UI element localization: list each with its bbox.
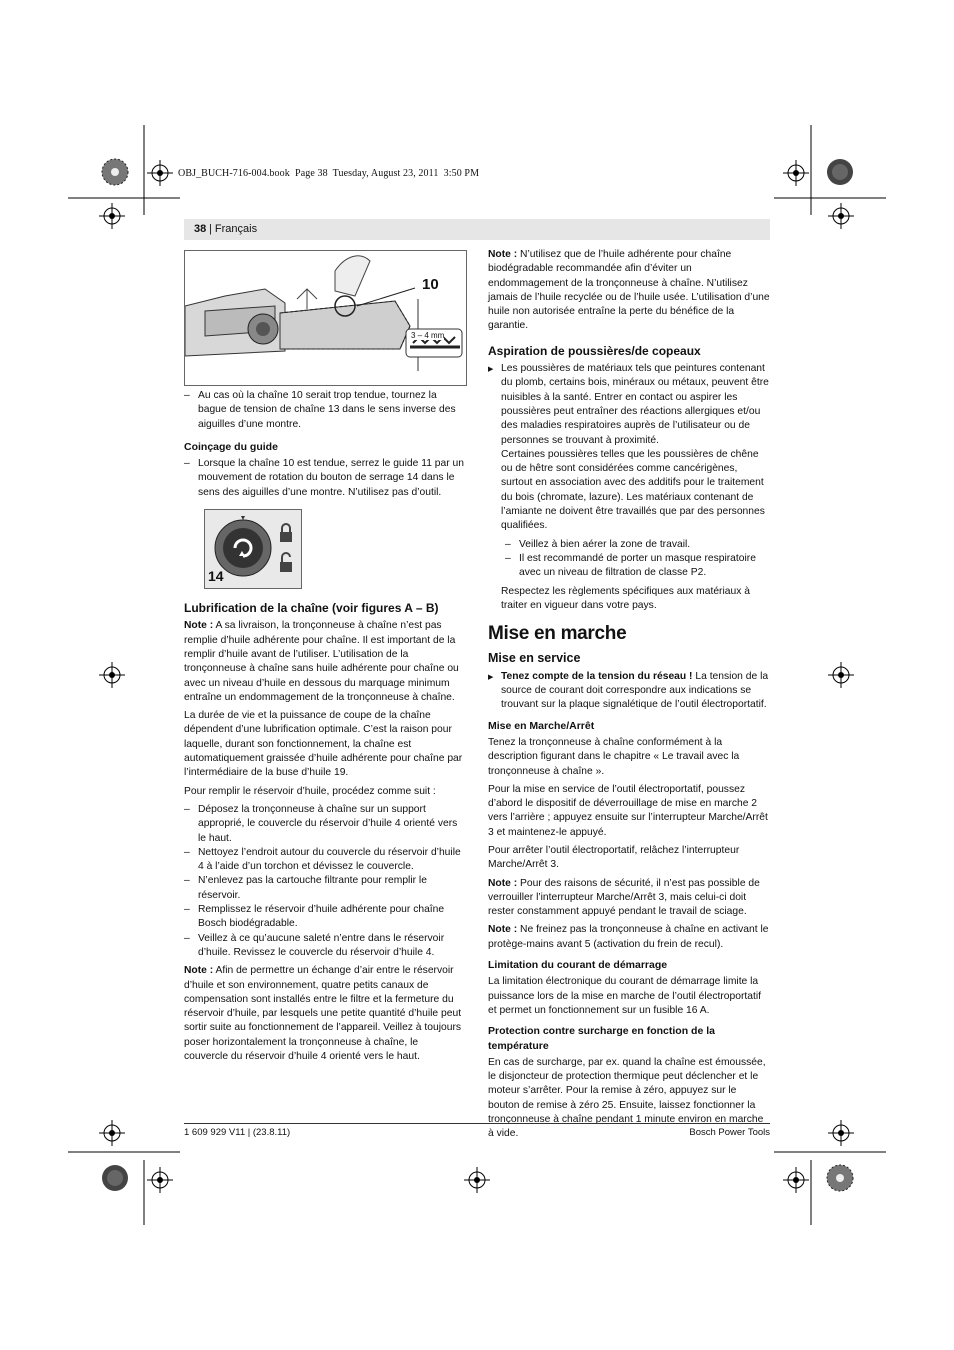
color-target-icon [826, 158, 854, 186]
overload-text: En cas de surcharge, par ex. quand la chaîne est émoussée, le disjoncteur de protection thermique peut déclencher et le moteur s’arrêter. Pour la remise à zéro, appuyez sur le bouton de remise à zéro 25. Ensuite, laissez fonctionner la tronçonneuse à chaîne pendant 1 minute environ en marche à vide. [488, 1056, 766, 1140]
voltage-warning [488, 670, 770, 713]
onoff-paragraph-3: Pour arrêter l’outil électroportatif, relâchez l’interrupteur Marche/Arrêt 3. [488, 844, 740, 871]
note2 [184, 964, 465, 1064]
note-label: Note : [488, 924, 518, 936]
crosshair-icon [783, 1167, 809, 1193]
crosshair-icon [828, 1120, 854, 1146]
crosshair-icon [99, 662, 125, 688]
fill-step: – Déposez la tronçonneuse à chaîne sur un support approprié, le couvercle du réservoir d’huile 4 orienté vers le haut. [184, 803, 465, 846]
note-label: Note : [184, 620, 214, 632]
page-header [184, 219, 770, 240]
dust-paragraph-2: Certaines poussières telles que les poussières de chêne ou de hêtre sont considérées comme cancérigènes, surtout en association avec des additifs pour le traitement du bois (chromate, lazure). Les matériaux contenant de l’amiante ne doivent être travaillés que par des personnes qualifiées. [501, 448, 765, 532]
crosshair-icon [828, 662, 854, 688]
footer-rule [184, 1123, 770, 1124]
crosshair-icon [783, 160, 809, 186]
dust-sub-item: – Veillez à bien aérer la zone de travail. [488, 538, 770, 552]
onoff-paragraph-2: Pour la mise en service de l’outil électroportatif, poussez d’abord le dispositif de déverrouillage de mise en marche 2 vers l’arrière ; appuyez ensuite sur l’interrupteur Marche/Arrêt 3 et maintenez-le appuyé. [488, 783, 768, 838]
left-column [184, 389, 465, 1068]
overload-heading: Protection contre surcharge en fonction de la température [488, 1025, 715, 1052]
fill-step: – Veillez à ce qu’aucune saleté n’entre dans le réservoir d’huile. Revissez le couvercle du réservoir d’huile 4. [184, 932, 465, 961]
clamping-knob-figure [204, 509, 302, 589]
right-column [488, 248, 770, 1146]
crosshair-icon [464, 1167, 490, 1193]
fill-step: – N’enlevez pas la cartouche filtrante pour remplir le réservoir. [184, 874, 465, 903]
crosshair-icon [99, 1120, 125, 1146]
crosshair-icon [147, 160, 173, 186]
file-slug: OBJ_BUCH-716-004.book Page 38 Tuesday, August 23, 2011 3:50 PM [178, 168, 480, 179]
crosshair-icon [828, 203, 854, 229]
dust-warning: ▶ Les poussières de matériaux tels que peintures contenant du plomb, certains bois, minéraux ou métaux, peuvent être nuisibles à la santé. Entrer en contact ou aspirer les poussières peut entraîner des réactions allergiques et/ou des maladies respiratoires auprès de l’utilisateur ou de personnes se trouvant à proximité. [488, 362, 770, 448]
dust-sub-item: – Il est recommandé de porter un masque respiratoire avec un niveau de filtration de classe P2. [488, 552, 770, 581]
section-label: | Français [209, 223, 258, 235]
note-label: Note : [488, 877, 518, 889]
section-title: Mise en marche [488, 623, 627, 645]
crosshair-icon [147, 1167, 173, 1193]
note1 [184, 619, 465, 705]
section-name: Français [214, 223, 258, 235]
gauge-label: 3 – 4 mm [411, 331, 445, 340]
page-number: 38 [194, 223, 207, 235]
onoff-heading: Mise en Marche/Arrêt [488, 719, 595, 732]
part-label-10: 10 [422, 276, 439, 293]
guide-item: – Lorsque la chaîne 10 est tendue, serrez le guide 11 par un mouvement de rotation du bouton de serrage 14 dans le sens des aiguilles d’une montre. N’utilisez pas d’outil. [184, 457, 465, 500]
voltage-bold: Tenez compte de la tension du réseau ! [501, 670, 693, 682]
voltage-text: La tension de la source de courant doit correspondre aux indications se trouvant sur la plaque signalétique de l’outil électroportatif. [501, 670, 769, 711]
color-target-icon [826, 1164, 854, 1192]
note5 [488, 923, 770, 952]
chain-tension-figure [184, 250, 467, 386]
limit-text: La limitation électronique du courant de démarrage limite la puissance lors de la mise en marche de l’outil électroportatif et permet un fonctionnement sur un fusible 16 A. [488, 976, 762, 1016]
chainsaw-illustration [185, 251, 466, 385]
note-text: Pour des raisons de sécurité, il n’est pas possible de verrouiller l’interrupteur Marche/Arrêt 3, mais celui-ci doit rester constamment appuyé pendant le travail de sciage. [488, 877, 760, 918]
note-label: Note : [184, 965, 214, 977]
note-text: A sa livraison, la tronçonneuse à chaîne n’est pas remplie d’huile adhérente pour chaîne. Il est important de la remplir d’huile avant de l’utiliser. L’utilisation de la tronçonneuse à chaîne sans huile adhérente pour chaîne ou avec un niveau d’huile en dessous du marquage minimum entraîne un endommagement de la tronçonneuse à chaîne. [184, 620, 459, 703]
note-text: Ne freinez pas la tronçonneuse à chaîne en activant le protège-mains avant 5 (activation du frein de recul). [488, 924, 769, 950]
fill-intro: Pour remplir le réservoir d’huile, procédez comme suit : [184, 785, 436, 797]
note-label: Note : [488, 249, 518, 260]
dust-paragraph-3: Respectez les règlements spécifiques aux matériaux à traiter en vigueur dans votre pays. [501, 585, 750, 611]
lube-life-paragraph: La durée de vie et la puissance de coupe de la chaîne dépendent d’une lubrification optimale. C’est la raison pour laquelle, durant son fonctionnement, la chaîne est automatiquement graissée d’huile adhérente pour chaîne par l’intermédiaire de la buse d’huile 19. [184, 710, 463, 779]
fill-step: – Remplissez le réservoir d’huile adhérente pour chaîne Bosch biodégradable. [184, 903, 465, 932]
note-text: Afin de permettre un échange d’air entre le réservoir d’huile et son environnement, quatre petits canaux de compensation sont installés entre le filtre et la fermeture du réservoir d’huile, par lesquels une petite quantité d’huile peut sortir suite au fonctionnement de l’appareil. Veillez à toujours poser horizontalement la tronçonneuse à chaîne, le couvercle du réservoir d’huile 4 orienté vers le haut. [184, 965, 462, 1062]
color-target-icon [101, 1164, 129, 1192]
guide-heading: Coinçage du guide [184, 440, 278, 453]
onoff-paragraph-1: Tenez la tronçonneuse à chaîne conformément à la description figurant dans le chapitre « Le travail avec la tronçonneuse à chaîne ». [488, 736, 740, 777]
note-text: N’utilisez que de l’huile adhérente pour chaîne biodégradable recommandée afin d’éviter un endommagement de la tronçonneuse à chaîne. N’utilisez jamais de l’huile recyclée ou de l’huile usée. L’utilisation d’une huile non autorisée entraîne la perte du bénéfice de la garantie. [488, 249, 770, 332]
service-heading: Mise en service [488, 651, 581, 666]
part-label-14: 14 [208, 568, 224, 585]
fill-step: – Nettoyez l’endroit autour du couvercle du réservoir d’huile 4 à l’aide d’un torchon et dévissez le couvercle. [184, 846, 465, 875]
color-target-icon [101, 158, 129, 186]
note4 [488, 877, 770, 920]
footer-left: 1 609 929 V11 | (23.8.11) [184, 1127, 291, 1138]
limit-heading: Limitation du courant de démarrage [488, 959, 668, 972]
crosshair-icon [99, 203, 125, 229]
tension-item: – Au cas où la chaîne 10 serait trop tendue, tournez la bague de tension de chaîne 13 dans le sens inverse des aiguilles d’une montre. [184, 389, 465, 432]
dust-heading: Aspiration de poussières/de copeaux [488, 343, 701, 358]
lube-heading: Lubrification de la chaîne (voir figures A – B) [184, 601, 439, 616]
footer-right: Bosch Power Tools [689, 1127, 770, 1138]
note3 [488, 248, 770, 334]
